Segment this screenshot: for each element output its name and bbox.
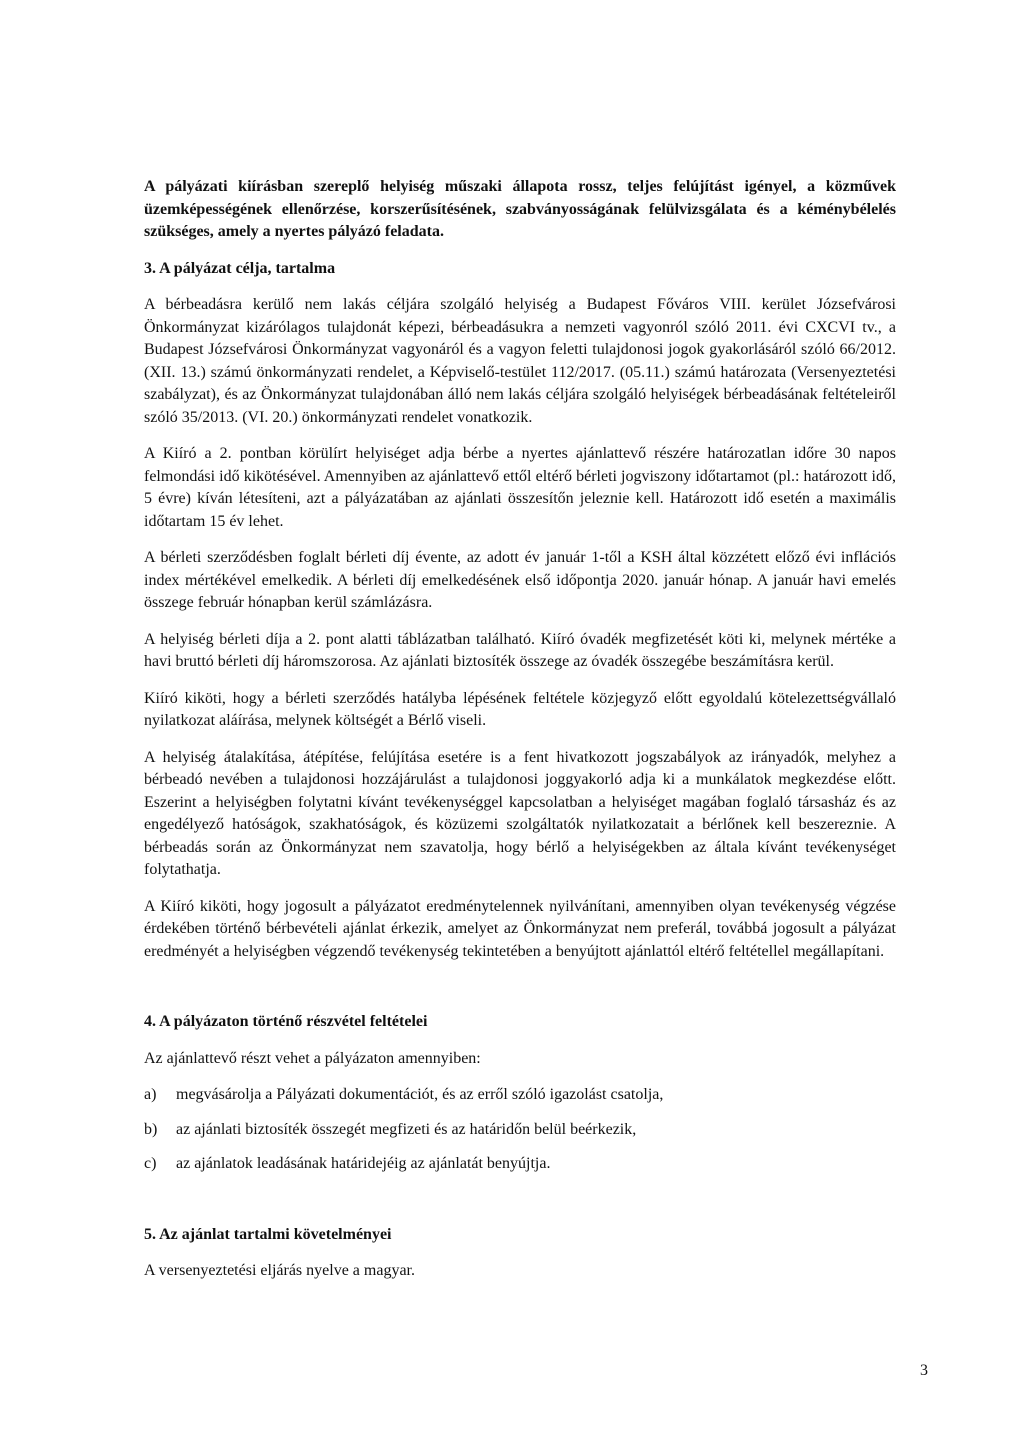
page-number: 3 — [920, 1362, 928, 1379]
section-4-intro: Az ajánlattevő részt vehet a pályázaton amennyiben: — [144, 1049, 481, 1067]
section-3-paragraph-2: A Kiíró a 2. pontban körülírt helyiséget adja bérbe a nyertes ajánlattevő részére határozatlan időre 30 napos felmondási idő kikötésével. Amennyiben az ajánlattevő ettől eltérő bérleti jogviszony időtartamot (pl.: határozott idő, 5 évre) kíván létesíteni, azt a pályázatában az ajánlati összesítőn jeleznie kell. Határozott idő esetén a maximális időtartam 15 év lehet. — [144, 445, 896, 530]
section-spacer — [144, 977, 896, 1011]
section-4-heading: 4. A pályázaton történő részvétel feltételei — [144, 1013, 428, 1030]
section-3-paragraph-3: A bérleti szerződésben foglalt bérleti díj évente, az adott év január 1-től a KSH által közzétett előző évi inflációs index mértékével emelkedik. A bérleti díj emelkedésének első időpontja 2020. január hónap. A január havi emelés összege február hónapban kerül számlázásra. — [144, 549, 896, 611]
participation-criteria-list — [144, 1084, 896, 1176]
section-3-paragraph-6: A helyiség átalakítása, átépítése, felújítása esetére is a fent hivatkozott jogszabályok az irányadók, melyhez a bérbeadó nevében a tulajdonosi hozzájárulást a tulajdonosi joggyakorló adja ki a munkálatok megkezdése előtt. Eszerint a helyiségben folytatni kívánt tevékenységgel kapcsolatban a helyiséget magában foglaló társasház és az engedélyező hatóságok, szakhatóságok, és közüzemi szolgáltatók nyilatkozatait a bérlőnek kell beszereznie. A bérbeadás során az Önkormányzat nem szavatolja, hogy bérlő a helyiségekben az általa kívánt tevékenységet folytathatja. — [144, 748, 896, 878]
section-spacer — [144, 1190, 896, 1224]
section-3-paragraph-1: A bérbeadásra kerülő nem lakás céljára szolgáló helyiség a Budapest Főváros VIII. kerület Józsefvárosi Önkormányzat kizárólagos tulajdonát képezi, bérbeadásukra a nemzeti vagyonról szóló 2011. évi CXCVI tv., a Budapest Józsefvárosi Önkormányzat vagyonáról és a vagyon feletti tulajdonosi jogok gyakorlásáról szóló 66/2012. (XII. 13.) számú önkormányzati rendelet, a Képviselő-testület 112/2017. (05.11.) számú határozata (Versenyeztetési szabályzat), és az Önkormányzat tulajdonában álló nem lakás céljára szolgáló helyiségek bérbeadásának feltételeiről szóló 35/2013. (VI. 20.) önkormányzati rendelet vonatkozik. — [144, 296, 896, 426]
list-item — [144, 1084, 896, 1107]
list-item-letter: a) — [144, 1086, 157, 1103]
list-item-text: az ajánlati biztosíték összegét megfizeti és az határidőn belül beérkezik, — [176, 1120, 637, 1138]
section-3-paragraph-7: A Kiíró kiköti, hogy jogosult a pályázatot eredménytelennek nyilvánítani, amennyiben olyan tevékenység végzése érdekében történő bérbevételi ajánlat érkezik, amelyet az Önkormányzat nem preferál, továbbá jogosult a pályázat eredményét a helyiségben végzendő tevékenység tekintetében a benyújtott ajánlattól eltérő feltétellel megállapítani. — [144, 897, 896, 960]
section-5-text: A versenyeztetési eljárás nyelve a magyar. — [144, 1262, 415, 1279]
section-3-paragraph-4: A helyiség bérleti díja a 2. pont alatti táblázatban található. Kiíró óvadék megfizetését köti ki, melynek mértéke a havi bruttó bérleti díj háromszorosa. Az ajánlati biztosíték összege az óvadék összegébe beszámításra kerül. — [144, 630, 896, 670]
section-3-paragraph-5: Kiíró kiköti, hogy a bérleti szerződés hatályba lépésének feltétele közjegyző előtt egyoldalú kötelezettségvállaló nyilatkozat aláírása, melynek költségét a Bérlő viseli. — [144, 689, 896, 729]
list-item-text: megvásárolja a Pályázati dokumentációt, és az erről szóló igazolást csatolja, — [176, 1086, 664, 1103]
list-item-letter: b) — [144, 1120, 158, 1138]
list-item — [144, 1119, 896, 1142]
list-item-letter: c) — [144, 1155, 157, 1172]
list-item-text: az ajánlatok leadásának határidejéig az ajánlatát benyújtja. — [176, 1155, 551, 1172]
intro-paragraph: A pályázati kiírásban szereplő helyiség műszaki állapota rossz, teljes felújítást igényel, a közművek üzemképességének ellenőrzése, korszerűsítésének, szabványosságának felülvizsgálata és a kéménybélelés szükséges, amely a nyertes pályázó feladata. — [144, 178, 896, 240]
section-5-heading: 5. Az ajánlat tartalmi követelményei — [144, 1225, 392, 1243]
list-item — [144, 1153, 896, 1176]
document-page — [144, 176, 896, 1297]
section-3-heading: 3. A pályázat célja, tartalma — [144, 259, 336, 277]
